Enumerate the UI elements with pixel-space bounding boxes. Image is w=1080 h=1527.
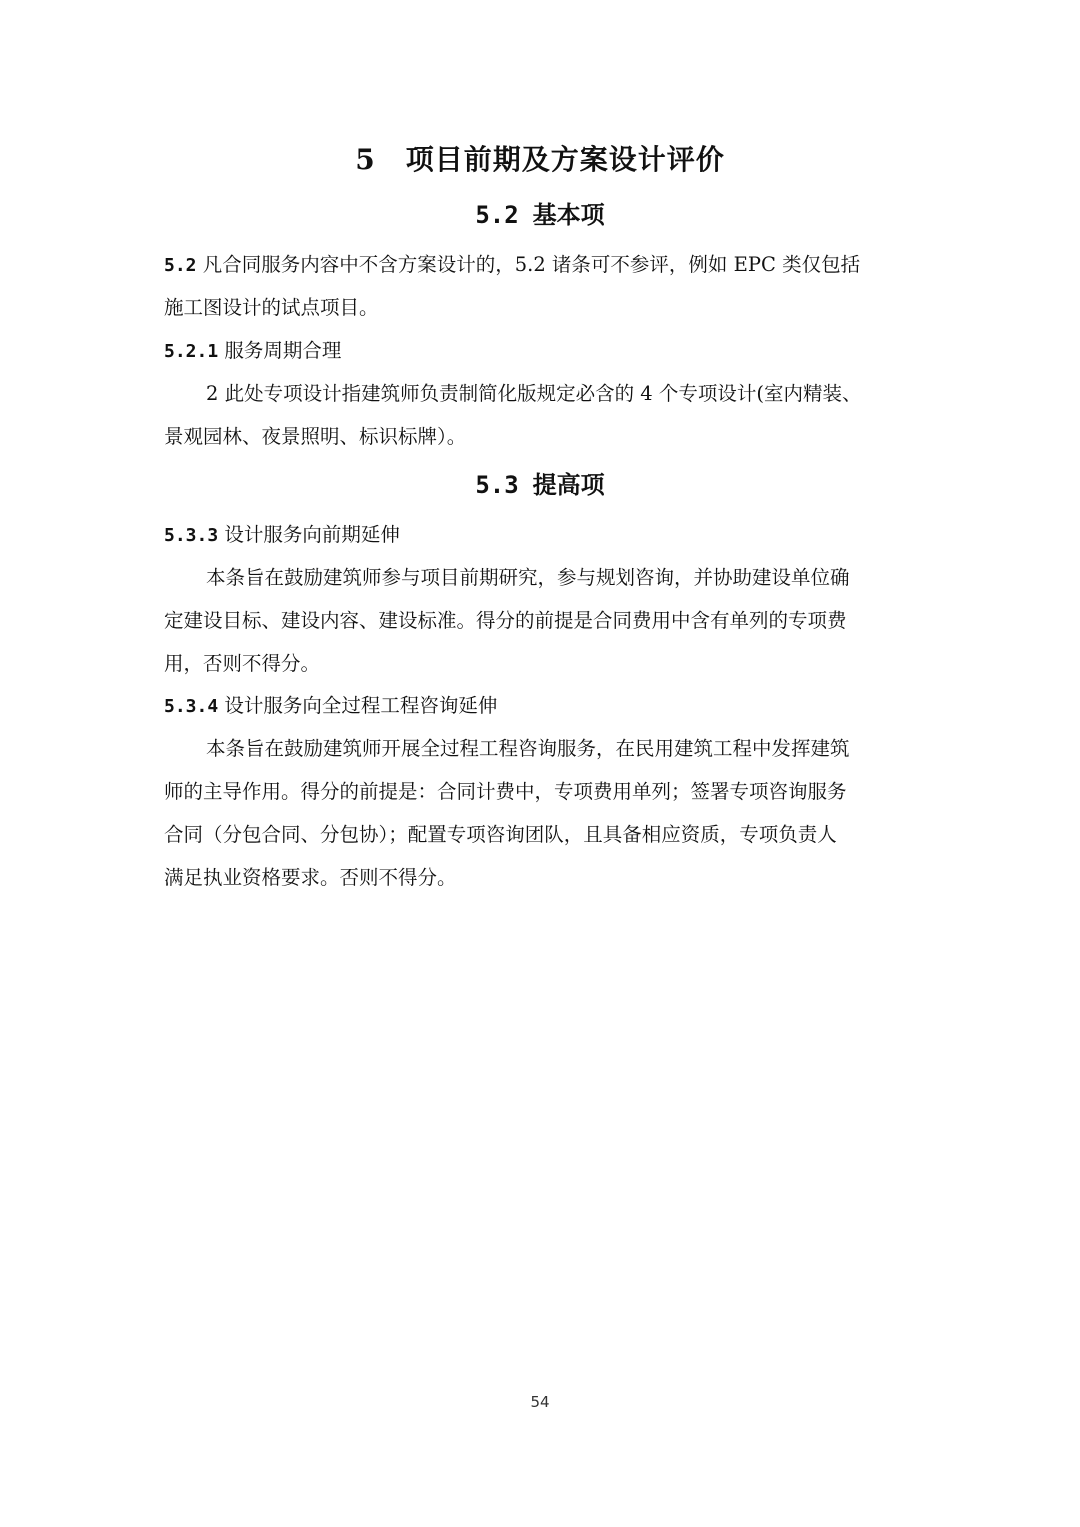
paragraph-line: 景观园林、夜景照明、标识标牌）。 <box>164 425 467 448</box>
paragraph-line: 定建设目标、建设内容、建设标准。得分的前提是合同费用中含有单列的专项费 <box>164 609 847 632</box>
clause-heading <box>164 330 924 373</box>
clause-number: 5.2 <box>164 255 197 276</box>
section-title-text: 基本项 <box>532 201 605 229</box>
clause-heading <box>164 685 924 728</box>
section-number: 5.2 <box>475 201 519 229</box>
chapter-number: 5 <box>355 143 376 176</box>
chapter-title-text: 项目前期及方案设计评价 <box>405 143 725 176</box>
clause-text: 凡合同服务内容中不含方案设计的，5.2 诸条可不参评，例如 EPC 类仅包括 <box>202 253 861 276</box>
paragraph-line: 用，否则不得分。 <box>164 652 321 675</box>
clause-number: 5.3.4 <box>164 696 219 717</box>
paragraph-line: 2 此处专项设计指建筑师负责制简化版规定必含的 4 个专项设计(室内精装、 <box>206 382 862 405</box>
clause-heading <box>164 514 924 557</box>
clause-title: 设计服务向前期延伸 <box>224 523 400 546</box>
paragraph-line: 本条旨在鼓励建筑师参与项目前期研究，参与规划咨询，并协助建设单位确 <box>206 566 850 589</box>
section-title-5-3 <box>0 468 1080 502</box>
section-number: 5.3 <box>475 471 519 499</box>
clause-number: 5.3.3 <box>164 525 219 546</box>
paragraph-line <box>164 244 924 287</box>
clause-number: 5.2.1 <box>164 341 219 362</box>
chapter-title <box>0 140 1080 180</box>
paragraph-line: 师的主导作用。得分的前提是：合同计费中，专项费用单列；签署专项咨询服务 <box>164 780 847 803</box>
paragraph-line: 本条旨在鼓励建筑师开展全过程工程咨询服务，在民用建筑工程中发挥建筑 <box>206 737 850 760</box>
paragraph-line: 合同（分包合同、分包协）；配置专项咨询团队，且具备相应资质，专项负责人 <box>164 823 837 846</box>
clause-title: 服务周期合理 <box>224 339 342 362</box>
clause-title: 设计服务向全过程工程咨询延伸 <box>224 694 498 717</box>
page-number: 54 <box>530 1393 550 1411</box>
paragraph-line: 满足执业资格要求。否则不得分。 <box>164 866 457 889</box>
paragraph-line: 施工图设计的试点项目。 <box>164 296 379 319</box>
section-title-5-2 <box>0 198 1080 232</box>
section-title-text: 提高项 <box>532 471 605 499</box>
